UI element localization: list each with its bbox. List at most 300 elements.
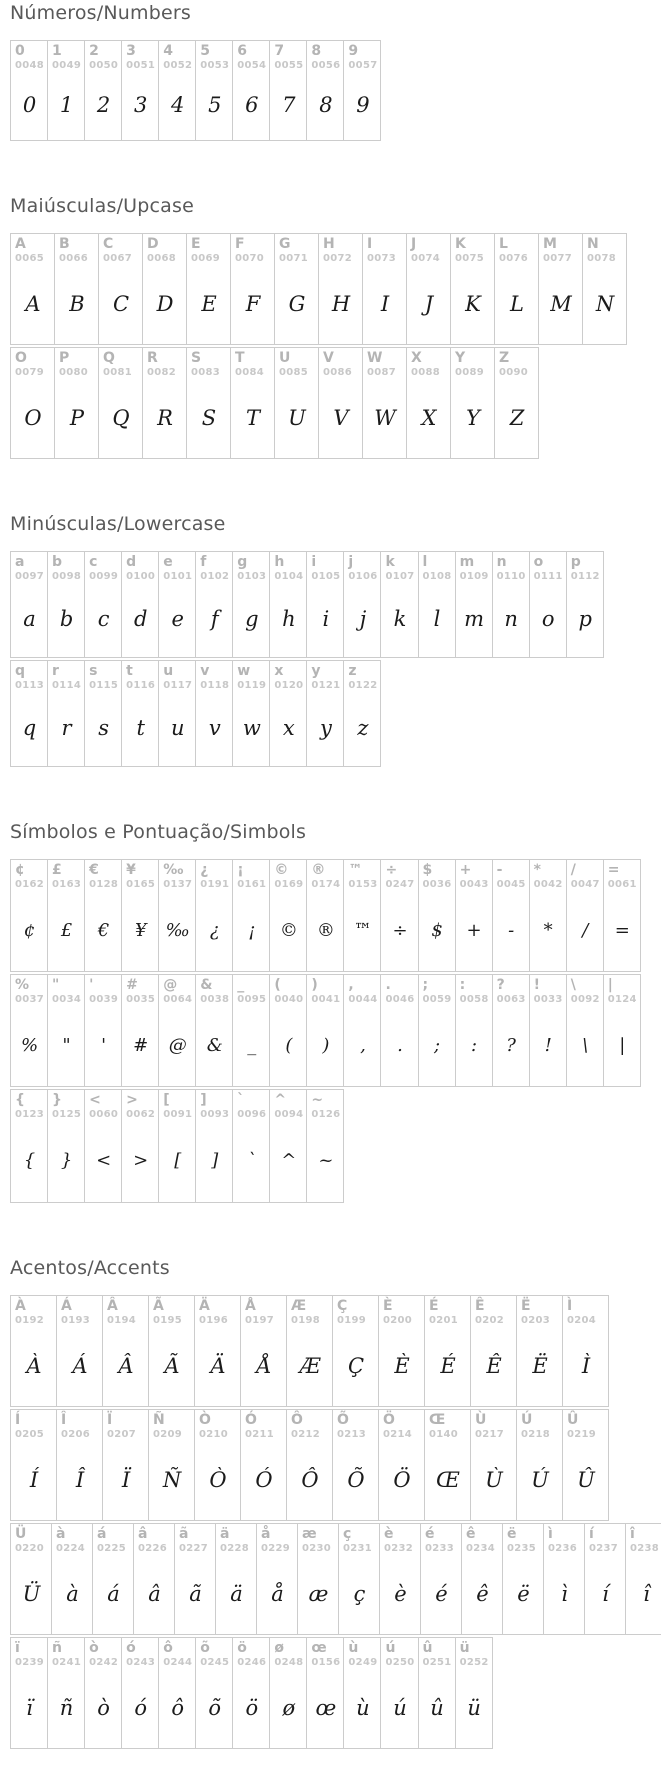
cell-head xyxy=(348,863,377,891)
glyph-cell-0169 xyxy=(269,859,307,972)
glyph-cell-0036 xyxy=(418,859,456,972)
cell-head xyxy=(89,863,118,891)
glyph-preview: ~ xyxy=(318,1150,334,1172)
cell-code: 0085 xyxy=(279,367,309,379)
glyph-preview: b xyxy=(59,607,74,632)
glyph-cell-0224 xyxy=(51,1523,93,1635)
cell-character: i xyxy=(311,554,317,570)
glyph-preview: Ç xyxy=(347,1353,365,1378)
cell-character: Â xyxy=(107,1298,118,1314)
cell-head xyxy=(348,1641,377,1669)
cell-code: 0053 xyxy=(200,60,230,72)
glyph-row-symbols-0 xyxy=(10,859,661,972)
glyph-cell-0245 xyxy=(195,1637,233,1749)
cell-code: 0194 xyxy=(107,1315,137,1327)
glyph-preview: Î xyxy=(75,1467,85,1492)
cell-head xyxy=(15,863,44,891)
cell-character: î xyxy=(630,1526,635,1542)
cell-character: $ xyxy=(422,862,433,878)
glyph-cell-0235 xyxy=(502,1523,544,1635)
cell-code: 0213 xyxy=(337,1429,367,1441)
cell-head xyxy=(89,1641,118,1669)
cell-character: e xyxy=(163,554,173,570)
cell-code: 0046 xyxy=(385,994,415,1006)
cell-head xyxy=(237,1093,266,1121)
cell-head xyxy=(235,237,271,265)
cell-code: 0229 xyxy=(261,1543,291,1555)
glyph-preview: } xyxy=(60,1150,73,1172)
cell-code: 0047 xyxy=(570,879,600,891)
cell-character: û xyxy=(422,1640,433,1656)
cell-code: 0067 xyxy=(103,253,133,265)
cell-code: 0070 xyxy=(235,253,265,265)
cell-character: Q xyxy=(103,350,115,366)
cell-character: = xyxy=(607,862,620,878)
glyph-cell-0093 xyxy=(195,1089,233,1203)
glyph-cell-0137 xyxy=(158,859,196,972)
cell-character: 6 xyxy=(237,43,248,59)
cell-code: 0105 xyxy=(311,571,341,583)
glyph-cell-0194 xyxy=(102,1295,149,1407)
cell-head xyxy=(348,664,377,692)
cell-head xyxy=(237,1641,266,1669)
glyph-preview: 4 xyxy=(171,93,185,118)
glyph-preview: ! xyxy=(544,1034,552,1056)
cell-code: 0195 xyxy=(153,1315,183,1327)
glyph-cell-0088 xyxy=(406,347,451,459)
cell-head xyxy=(348,44,377,72)
glyph-preview: { xyxy=(23,1150,36,1172)
cell-code: 0174 xyxy=(311,879,341,891)
glyph-preview: ™ xyxy=(353,919,372,941)
cell-code: 0037 xyxy=(15,994,45,1006)
glyph-preview: è xyxy=(394,1581,407,1606)
cell-head xyxy=(311,664,340,692)
glyph-preview: ‰ xyxy=(165,919,190,941)
cell-code: 0239 xyxy=(15,1657,45,1669)
cell-code: 0214 xyxy=(383,1429,413,1441)
cell-head xyxy=(15,1093,44,1121)
cell-code: 0034 xyxy=(52,994,82,1006)
glyph-preview: Y xyxy=(466,405,480,430)
glyph-cell-0122 xyxy=(343,660,381,767)
cell-character: ? xyxy=(496,977,505,993)
glyph-preview: _ xyxy=(247,1034,257,1056)
glyph-cell-0059 xyxy=(418,974,456,1087)
cell-head xyxy=(56,1527,89,1555)
glyph-cell-0219 xyxy=(562,1409,609,1521)
glyph-cell-0124 xyxy=(603,974,641,1087)
glyph-preview: ; xyxy=(434,1034,441,1056)
cell-head xyxy=(15,555,44,583)
cell-character: B xyxy=(59,236,70,252)
glyph-row-accents-1 xyxy=(10,1409,661,1521)
glyph-row-numbers-0 xyxy=(10,40,661,141)
glyph-cell-0196 xyxy=(194,1295,241,1407)
cell-code: 0060 xyxy=(89,1109,119,1121)
cell-character: # xyxy=(126,977,138,993)
glyph-cell-0047 xyxy=(566,859,604,972)
glyph-cell-0247 xyxy=(380,859,418,972)
cell-character: Û xyxy=(567,1412,579,1428)
cell-code: 0054 xyxy=(237,60,267,72)
cell-head xyxy=(61,1299,99,1327)
cell-character: ) xyxy=(311,977,318,993)
cell-character: 9 xyxy=(348,43,359,59)
glyph-cell-0035 xyxy=(121,974,159,1087)
glyph-preview: ó xyxy=(134,1695,147,1720)
cell-head xyxy=(59,351,95,379)
glyph-preview: K xyxy=(465,291,481,316)
glyph-preview: I xyxy=(380,291,390,316)
glyph-cell-0207 xyxy=(102,1409,149,1521)
glyph-preview: È xyxy=(394,1353,410,1378)
cell-code: 0250 xyxy=(385,1657,415,1669)
glyph-cell-0116 xyxy=(121,660,159,767)
glyph-preview: ( xyxy=(285,1034,293,1056)
cell-head xyxy=(261,1527,294,1555)
cell-character: O xyxy=(15,350,27,366)
glyph-preview: H xyxy=(331,291,351,316)
glyph-preview: ê xyxy=(476,1581,489,1606)
section-lowercase xyxy=(10,513,661,767)
cell-character: G xyxy=(279,236,291,252)
cell-code: 0207 xyxy=(107,1429,137,1441)
cell-character: : xyxy=(459,977,466,993)
glyph-cell-0079 xyxy=(10,347,55,459)
cell-head xyxy=(302,1527,335,1555)
cell-head xyxy=(423,978,452,1006)
glyph-preview: Ì xyxy=(581,1353,591,1378)
cell-character: q xyxy=(15,663,26,679)
cell-head xyxy=(237,664,266,692)
glyph-cell-0209 xyxy=(148,1409,195,1521)
cell-head xyxy=(411,351,447,379)
glyph-preview: $ xyxy=(431,919,443,941)
glyph-preview: " xyxy=(62,1034,71,1056)
glyph-cell-0203 xyxy=(516,1295,563,1407)
cell-code: 0044 xyxy=(348,994,378,1006)
cell-head xyxy=(163,863,192,891)
cell-character: r xyxy=(52,663,59,679)
cell-head xyxy=(311,1641,340,1669)
cell-character: D xyxy=(147,236,159,252)
cell-head xyxy=(147,237,183,265)
cell-character: Á xyxy=(61,1298,72,1314)
cell-head xyxy=(126,44,155,72)
glyph-cell-0037 xyxy=(10,974,48,1087)
cell-character: c xyxy=(89,554,98,570)
glyph-preview: © xyxy=(279,919,298,941)
glyph-cell-0232 xyxy=(379,1523,421,1635)
cell-head xyxy=(200,1641,229,1669)
cell-code: 0073 xyxy=(367,253,397,265)
cell-character: ò xyxy=(89,1640,99,1656)
cell-head xyxy=(311,1093,340,1121)
cell-character: " xyxy=(52,977,60,993)
cell-code: 0252 xyxy=(459,1657,489,1669)
glyph-cell-0199 xyxy=(332,1295,379,1407)
cell-head xyxy=(567,1413,605,1441)
glyph-preview: 8 xyxy=(319,93,333,118)
cell-head xyxy=(311,978,340,1006)
cell-head xyxy=(138,1527,171,1555)
glyph-preview: á xyxy=(107,1581,120,1606)
glyph-preview: J xyxy=(424,291,434,316)
cell-character: S xyxy=(191,350,202,366)
cell-character: 3 xyxy=(126,43,136,59)
cell-character: F xyxy=(235,236,245,252)
glyph-cell-0085 xyxy=(274,347,319,459)
cell-character: Æ xyxy=(291,1298,307,1314)
cell-code: 0251 xyxy=(422,1657,452,1669)
cell-character: h xyxy=(274,554,285,570)
cell-code: 0076 xyxy=(499,253,529,265)
cell-head xyxy=(15,1527,48,1555)
glyph-cell-0125 xyxy=(47,1089,85,1203)
cell-character: Î xyxy=(61,1412,67,1428)
cell-character: Ô xyxy=(291,1412,303,1428)
glyph-cell-0087 xyxy=(362,347,407,459)
cell-code: 0220 xyxy=(15,1543,45,1555)
cell-head xyxy=(163,1641,192,1669)
cell-head xyxy=(499,351,535,379)
glyph-preview: D xyxy=(156,291,174,316)
cell-character: Õ xyxy=(337,1412,349,1428)
glyph-preview: m xyxy=(464,607,485,632)
cell-head xyxy=(15,237,51,265)
cell-character: ¥ xyxy=(126,862,136,878)
cell-code: 0086 xyxy=(323,367,353,379)
cell-character: ø xyxy=(274,1640,284,1656)
cell-code: 0045 xyxy=(496,879,526,891)
cell-character: Z xyxy=(499,350,510,366)
cell-head xyxy=(237,555,266,583)
cell-head xyxy=(103,237,139,265)
glyph-cell-0052 xyxy=(158,40,196,141)
cell-character: À xyxy=(15,1298,26,1314)
cell-head xyxy=(52,1641,81,1669)
glyph-cell-0044 xyxy=(343,974,381,1087)
cell-head xyxy=(274,978,303,1006)
glyph-preview: C xyxy=(112,291,130,316)
cell-character: d xyxy=(126,554,137,570)
cell-code: 0165 xyxy=(126,879,156,891)
glyph-cell-0243 xyxy=(121,1637,159,1749)
glyph-cell-0174 xyxy=(306,859,344,972)
glyph-cell-0106 xyxy=(343,551,381,658)
glyph-cell-0244 xyxy=(158,1637,196,1749)
glyph-preview: % xyxy=(20,1034,39,1056)
glyph-row-accents-3 xyxy=(10,1637,661,1749)
glyph-preview: R xyxy=(157,405,173,430)
cell-head xyxy=(475,1299,513,1327)
cell-head xyxy=(460,978,489,1006)
cell-head xyxy=(220,1527,253,1555)
glyph-preview: Û xyxy=(577,1467,595,1492)
cell-head xyxy=(534,863,563,891)
glyph-preview: À xyxy=(26,1353,42,1378)
section-upcase xyxy=(10,195,661,459)
glyph-cell-0210 xyxy=(194,1409,241,1521)
cell-character: Ü xyxy=(15,1526,27,1542)
glyph-preview: , xyxy=(360,1034,366,1056)
cell-code: 0199 xyxy=(337,1315,367,1327)
cell-character: P xyxy=(59,350,70,366)
glyph-preview: Ó xyxy=(255,1467,273,1492)
glyph-cell-0119 xyxy=(232,660,270,767)
cell-code: 0077 xyxy=(543,253,573,265)
cell-head xyxy=(630,1527,661,1555)
cell-character: M xyxy=(543,236,557,252)
glyph-preview: B xyxy=(69,291,85,316)
glyph-cell-0192 xyxy=(10,1295,57,1407)
cell-head xyxy=(337,1299,375,1327)
cell-code: 0106 xyxy=(348,571,378,583)
cell-character: 7 xyxy=(274,43,285,59)
cell-head xyxy=(279,237,315,265)
glyph-cell-0156 xyxy=(306,1637,344,1749)
glyph-preview: 1 xyxy=(59,93,74,118)
cell-code: 0041 xyxy=(311,994,341,1006)
cell-head xyxy=(199,1413,237,1441)
glyph-preview: F xyxy=(245,291,261,316)
glyph-row-symbols-2 xyxy=(10,1089,661,1203)
glyph-preview: j xyxy=(359,607,367,632)
glyph-cell-0083 xyxy=(186,347,231,459)
cell-code: 0048 xyxy=(15,60,45,72)
cell-head xyxy=(199,1299,237,1327)
glyph-preview: œ xyxy=(315,1695,337,1720)
cell-character: - xyxy=(496,862,503,878)
section-title-numbers: Números/Numbers xyxy=(10,2,191,24)
glyph-preview: / xyxy=(582,919,589,941)
cell-head xyxy=(163,978,192,1006)
cell-head xyxy=(311,555,340,583)
cell-code: 0057 xyxy=(348,60,378,72)
cell-head xyxy=(534,555,563,583)
glyph-cell-0229 xyxy=(256,1523,298,1635)
glyph-cell-0113 xyxy=(10,660,48,767)
cell-head xyxy=(52,664,81,692)
cell-code: 0110 xyxy=(496,571,526,583)
cell-code: 0062 xyxy=(126,1109,156,1121)
cell-code: 0211 xyxy=(245,1429,275,1441)
cell-head xyxy=(179,1527,212,1555)
section-title-upcase: Maiúsculas/Upcase xyxy=(10,195,195,217)
cell-code: 0249 xyxy=(348,1657,378,1669)
cell-character: < xyxy=(89,1092,101,1108)
cell-head xyxy=(153,1413,191,1441)
cell-character: . xyxy=(385,977,391,993)
glyph-cell-0076 xyxy=(494,233,539,345)
cell-code: 0200 xyxy=(383,1315,413,1327)
section-numbers xyxy=(10,2,661,141)
cell-character: R xyxy=(147,350,158,366)
glyph-preview: ö xyxy=(245,1695,259,1720)
cell-character: ù xyxy=(348,1640,359,1656)
cell-character: © xyxy=(274,862,289,878)
cell-code: 0243 xyxy=(126,1657,156,1669)
glyph-cell-0114 xyxy=(47,660,85,767)
cell-code: 0128 xyxy=(89,879,119,891)
glyph-preview: w xyxy=(242,716,261,741)
cell-character: v xyxy=(200,663,210,679)
glyph-preview: + xyxy=(466,919,482,941)
glyph-preview: & xyxy=(206,1034,223,1056)
cell-head xyxy=(274,1093,303,1121)
glyph-cell-0206 xyxy=(56,1409,103,1521)
cell-character: è xyxy=(384,1526,394,1542)
glyph-cell-0228 xyxy=(215,1523,257,1635)
glyph-cell-0038 xyxy=(195,974,233,1087)
cell-head xyxy=(103,351,139,379)
cell-head xyxy=(460,863,489,891)
cell-head xyxy=(235,351,271,379)
cell-character: J xyxy=(411,236,417,252)
cell-code: 0231 xyxy=(343,1543,373,1555)
cell-character: y xyxy=(311,663,321,679)
cell-character: Í xyxy=(15,1412,21,1428)
cell-head xyxy=(571,863,600,891)
glyph-preview: P xyxy=(69,405,85,430)
glyph-cell-0251 xyxy=(418,1637,456,1749)
glyph-cell-0161 xyxy=(232,859,270,972)
glyph-preview: : xyxy=(471,1034,478,1056)
cell-head xyxy=(499,237,535,265)
cell-code: 0237 xyxy=(589,1543,619,1555)
cell-character: 1 xyxy=(52,43,62,59)
cell-code: 0082 xyxy=(147,367,177,379)
cell-character: C xyxy=(103,236,114,252)
glyph-cell-0165 xyxy=(121,859,159,972)
glyph-cell-0064 xyxy=(158,974,196,1087)
glyph-preview: V xyxy=(333,405,349,430)
cell-character: É xyxy=(429,1298,439,1314)
glyph-cell-0050 xyxy=(84,40,122,141)
glyph-preview: ï xyxy=(26,1695,33,1720)
glyph-preview: x xyxy=(282,716,295,741)
glyph-cell-0071 xyxy=(274,233,319,345)
cell-head xyxy=(163,1093,192,1121)
cell-head xyxy=(507,1527,540,1555)
glyph-cell-0191 xyxy=(195,859,233,972)
glyph-preview: ¡ xyxy=(248,919,256,941)
cell-head xyxy=(497,555,526,583)
glyph-preview: Ü xyxy=(22,1581,41,1606)
glyph-cell-0042 xyxy=(529,859,567,972)
cell-code: 0225 xyxy=(97,1543,127,1555)
cell-head xyxy=(343,1527,376,1555)
cell-code: 0196 xyxy=(199,1315,229,1327)
glyph-cell-0197 xyxy=(240,1295,287,1407)
glyph-cell-0220 xyxy=(10,1523,52,1635)
cell-character: ç xyxy=(343,1526,352,1542)
cell-head xyxy=(567,1299,605,1327)
cell-character: j xyxy=(348,554,354,570)
glyph-preview: ¿ xyxy=(209,919,220,941)
cell-code: 0197 xyxy=(245,1315,275,1327)
glyph-cell-0092 xyxy=(566,974,604,1087)
cell-code: 0094 xyxy=(274,1109,304,1121)
cell-head xyxy=(126,863,155,891)
glyph-preview: z xyxy=(357,716,369,741)
glyph-preview: Ú xyxy=(531,1467,549,1492)
cell-character: l xyxy=(422,554,428,570)
glyph-cell-0094 xyxy=(269,1089,307,1203)
cell-character: ã xyxy=(179,1526,189,1542)
cell-head xyxy=(311,44,340,72)
